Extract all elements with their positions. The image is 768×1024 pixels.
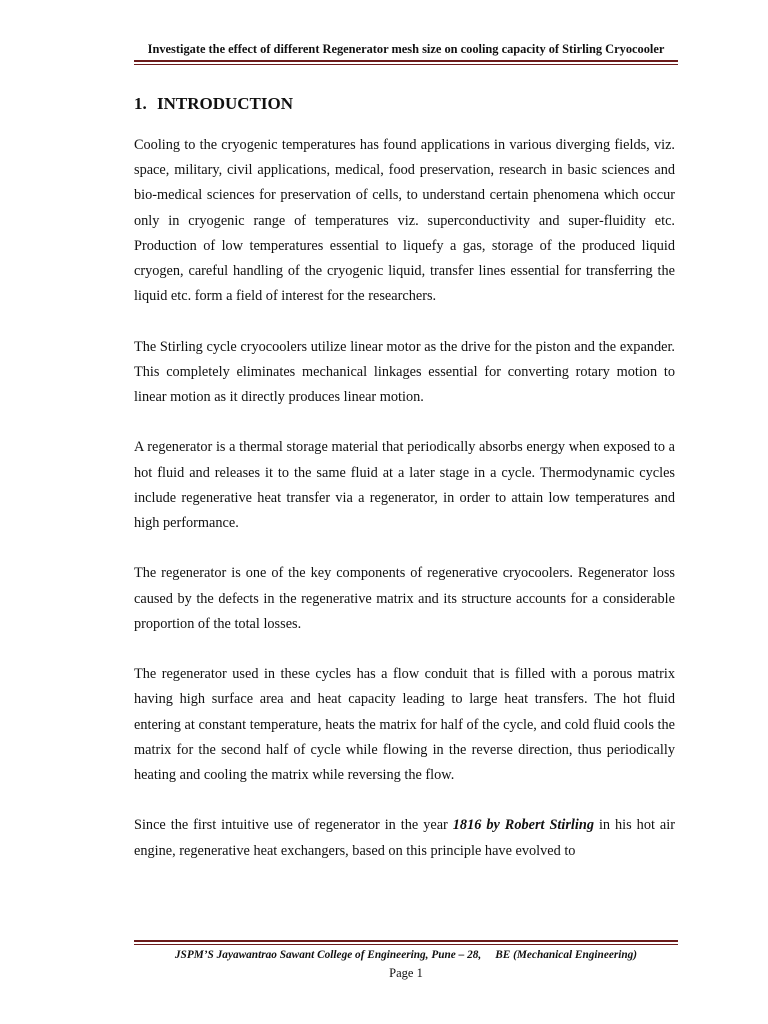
section-heading (134, 94, 293, 114)
footer-rule-thin (134, 944, 678, 945)
footer-line (134, 949, 678, 961)
page-number: Page 1 (389, 966, 423, 980)
header-rule-thick (134, 60, 678, 62)
paragraph-6 (134, 813, 675, 863)
running-header: Investigate the effect of different Regenerator mesh size on cooling capacity of Stirling Cryocooler (147, 42, 665, 56)
footer-department: BE (Mechanical Engineering) (495, 949, 638, 961)
section-title: INTRODUCTION (157, 94, 294, 113)
paragraph-4: The regenerator is one of the key components of regenerative cryocoolers. Regenerator loss caused by the defects in the regenerative matrix and its structure accounts for a considerable proportion of the total losses. (134, 565, 675, 632)
paragraph-2: The Stirling cycle cryocoolers utilize linear motor as the drive for the piston and the expander. This completely eliminates mechanical linkages essential for converting rotary motion to linear motion as it directly produces linear motion. (134, 338, 675, 406)
paragraph-3: A regenerator is a thermal storage material that periodically absorbs energy when exposed to a hot fluid and releases it to the same fluid at a later stage in a cycle. Thermodynamic cycles include regenerative heat transfer via a regenerator, in order to attain low temperatures and high performance. (134, 439, 675, 532)
paragraph-5: The regenerator used in these cycles has a flow conduit that is filled with a porous matrix having high surface area and heat capacity leading to large heat transfers. The hot fluid entering at constant temperature, heats the matrix for half of the cycle, and cold fluid cools the matrix for the second half of cycle while flowing in the reverse direction, thus periodically heating and cooling the matrix while reversing the flow. (134, 666, 675, 784)
footer-rule-thick (134, 940, 678, 942)
paragraph-6-lead: Since the first intuitive use of regenerator in the year (134, 817, 453, 834)
inline-emphasis: 1816 by Robert Stirling (452, 817, 594, 834)
paragraph-1: Cooling to the cryogenic temperatures has found applications in various diverging fields, viz. space, military, civil applications, medical, food preservation, research in basic sciences and bio-medical sciences for preservation of cells, to understand certain phenomena which occur only in cryogenic range of temperatures viz. superconductivity and super-fluidity etc. Production of low temperatures essential to liquefy a gas, storage of the produced liquid cryogen, careful handling of the cryogenic liquid, transfer lines essential for transferring the liquid etc. form a field of interest for the researchers. (134, 137, 675, 305)
footer-institution: JSPM’S Jayawantrao Sawant College of Engineering, Pune – 28, (174, 949, 482, 961)
paragraph-6-tail: in his hot air engine, regenerative heat exchangers, based on this principle have evolved to (134, 817, 675, 859)
body-text (134, 133, 675, 864)
section-number: 1. (134, 94, 147, 113)
header-rule-thin (134, 64, 678, 65)
